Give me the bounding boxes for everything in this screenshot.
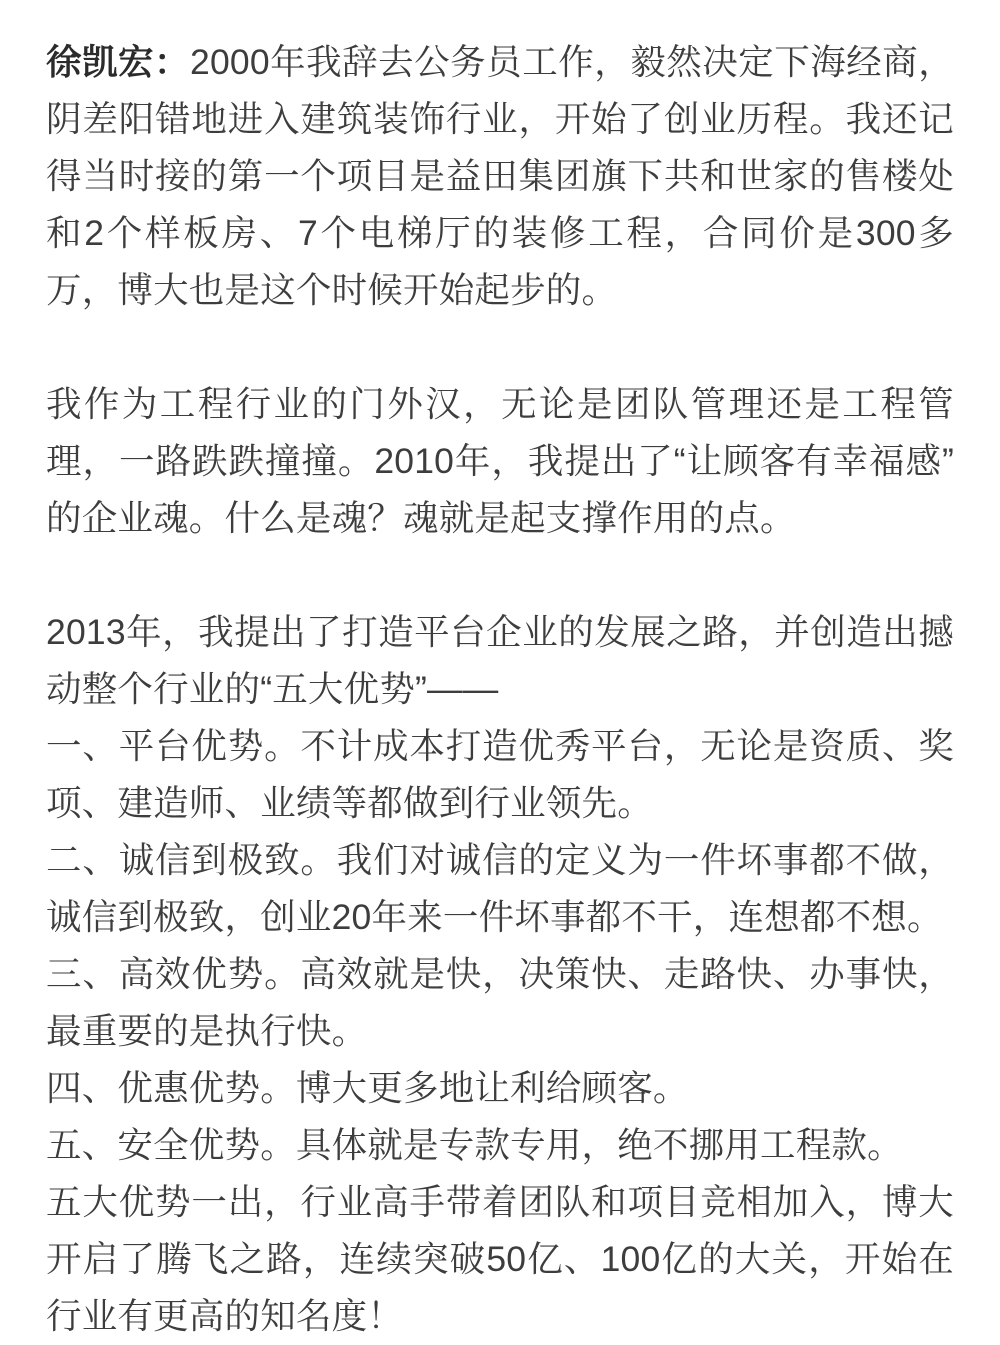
paragraph-text: 我作为工程行业的门外汉，无论是团队管理还是工程管理，一路跌跌撞撞。2010年，我提出了“让顾客有幸福感”的企业魂。什么是魂？魂就是起支撑作用的点。 <box>46 384 954 538</box>
paragraph-text: 五大优势一出，行业高手带着团队和项目竞相加入，博大开启了腾飞之路，连续突破50亿、100亿的大关，开始在行业有更高的知名度！ <box>46 1182 954 1336</box>
paragraph-text: 五、安全优势。具体就是专款专用，绝不挪用工程款。 <box>46 1125 903 1165</box>
paragraph-text: 一、平台优势。不计成本打造优秀平台，无论是资质、奖项、建造师、业绩等都做到行业领先。 <box>46 726 954 823</box>
speaker-name: 徐凯宏 <box>46 42 155 82</box>
paragraph-text: 四、优惠优势。博大更多地让利给顾客。 <box>46 1068 689 1108</box>
speaker-separator: ： <box>154 42 191 82</box>
paragraph-intro <box>46 34 954 319</box>
paragraph-advantage-1 <box>46 718 954 832</box>
paragraph-conclusion <box>46 1174 954 1345</box>
paragraph-spacer-1 <box>46 319 954 376</box>
paragraph-advantage-4 <box>46 1060 954 1117</box>
paragraph-text: 三、高效优势。高效就是快，决策快、走路快、办事快，最重要的是执行快。 <box>46 954 954 1051</box>
paragraph-text: 二、诚信到极致。我们对诚信的定义为一件坏事都不做，诚信到极致，创业20年来一件坏事都不干，连想都不想。 <box>46 840 954 937</box>
paragraph-platform-2013 <box>46 604 954 718</box>
paragraph-spacer-2 <box>46 547 954 604</box>
paragraph-outsider <box>46 376 954 547</box>
paragraph-advantage-2 <box>46 832 954 946</box>
paragraph-advantage-5 <box>46 1117 954 1174</box>
paragraph-advantage-3 <box>46 946 954 1060</box>
paragraph-text: 2013年，我提出了打造平台企业的发展之路，并创造出撼动整个行业的“五大优势”—— <box>46 612 954 709</box>
paragraph-text: 2000年我辞去公务员工作，毅然决定下海经商，阴差阳错地进入建筑装饰行业，开始了创业历程。我还记得当时接的第一个项目是益田集团旗下共和世家的售楼处和2个样板房、7个电梯厅的装修工程，合同价是300多万，博大也是这个时候开始起步的。 <box>46 42 954 310</box>
